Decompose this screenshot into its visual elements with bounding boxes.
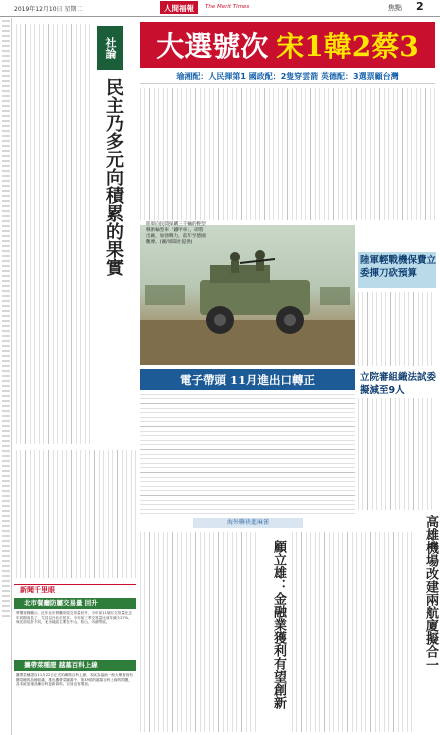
news-item-body: 實價登錄顯示，近年北市餐廳房屋交易量回升，今年前11個月交易量比去年同期成長了，尤其以台北市居多。今年前三季交易量比前年減少27%，與先前估計不同，北市地區主要在中山、松山、內湖等區。 — [16, 611, 132, 625]
finance-story-body-left — [140, 532, 258, 732]
page-number: 2 — [416, 0, 424, 13]
news-item-title: 北市餐廳防屬交易量 回升 — [14, 598, 136, 609]
editorial-body — [16, 24, 94, 444]
newspaper-logo: 人間福報 — [160, 1, 198, 14]
main-subheadline: 瑜湘配：人民揮第1 國政配：2隻穿雲箭 英德配：3選票顧台灣 — [140, 70, 435, 84]
overseas-section-bar: 海外聯袂進麻雀 — [193, 518, 303, 528]
headline-highlight-text: 宋1韓2蔡3 — [276, 30, 419, 63]
news-item-title: 攜帶菜種證 越墓百科上線 — [14, 660, 136, 671]
economy-story-body — [140, 394, 355, 514]
section-name: 焦點 — [388, 4, 402, 12]
left-sidebar — [0, 18, 12, 735]
newspaper-logo-subtitle: The Merit Times — [205, 4, 250, 10]
news-box-heading: 新聞千里眼 — [20, 586, 55, 594]
yuan-story-body — [358, 398, 436, 510]
editorial-tag: 社論 — [97, 26, 123, 70]
main-story-body-right — [358, 292, 436, 366]
finance-story-title: 顧立雄：金融業獲利有望創新 — [271, 540, 286, 709]
yuan-story-title: 立院審組織法試委擬減至9人 — [360, 372, 437, 396]
economy-headline: 電子帶頭 11月進出口轉正 — [140, 369, 355, 390]
main-story-body — [140, 88, 435, 220]
news-item-body: 攜帶菜種證自11月22日正式的網路百科上線，本區為協助一般大眾查詢有關菜種的品種知識，推出攜帶菜圖書中、第39屆的越墓百科上線的問題，及本區加速品種百科更新資料。目前也有增加。 — [16, 673, 133, 687]
editorial-body-lower — [16, 450, 136, 578]
finance-story-body-right — [292, 532, 412, 732]
photo-caption: 陸軍向民間採購三千輛的輕型戰術輪型車「鐵甲車」，即將出廠，加強戰力，前年至德國觀摩。(圖/軍聞社提供) — [146, 222, 206, 245]
kaohsiung-story-title: 高雄機場改建兩航廈擬合一 — [423, 515, 438, 671]
military-vehicle-photo — [140, 225, 355, 365]
headline-main-text: 大選號次 — [156, 30, 269, 63]
editorial-title: 民主乃多元向積累的果實 — [103, 78, 124, 276]
main-headline — [140, 22, 435, 68]
issue-date: 2019年12月10日 星期二 — [14, 6, 83, 13]
military-story-title: 陸軍輕戰機保費立委揮刀砍預算 — [360, 255, 437, 279]
